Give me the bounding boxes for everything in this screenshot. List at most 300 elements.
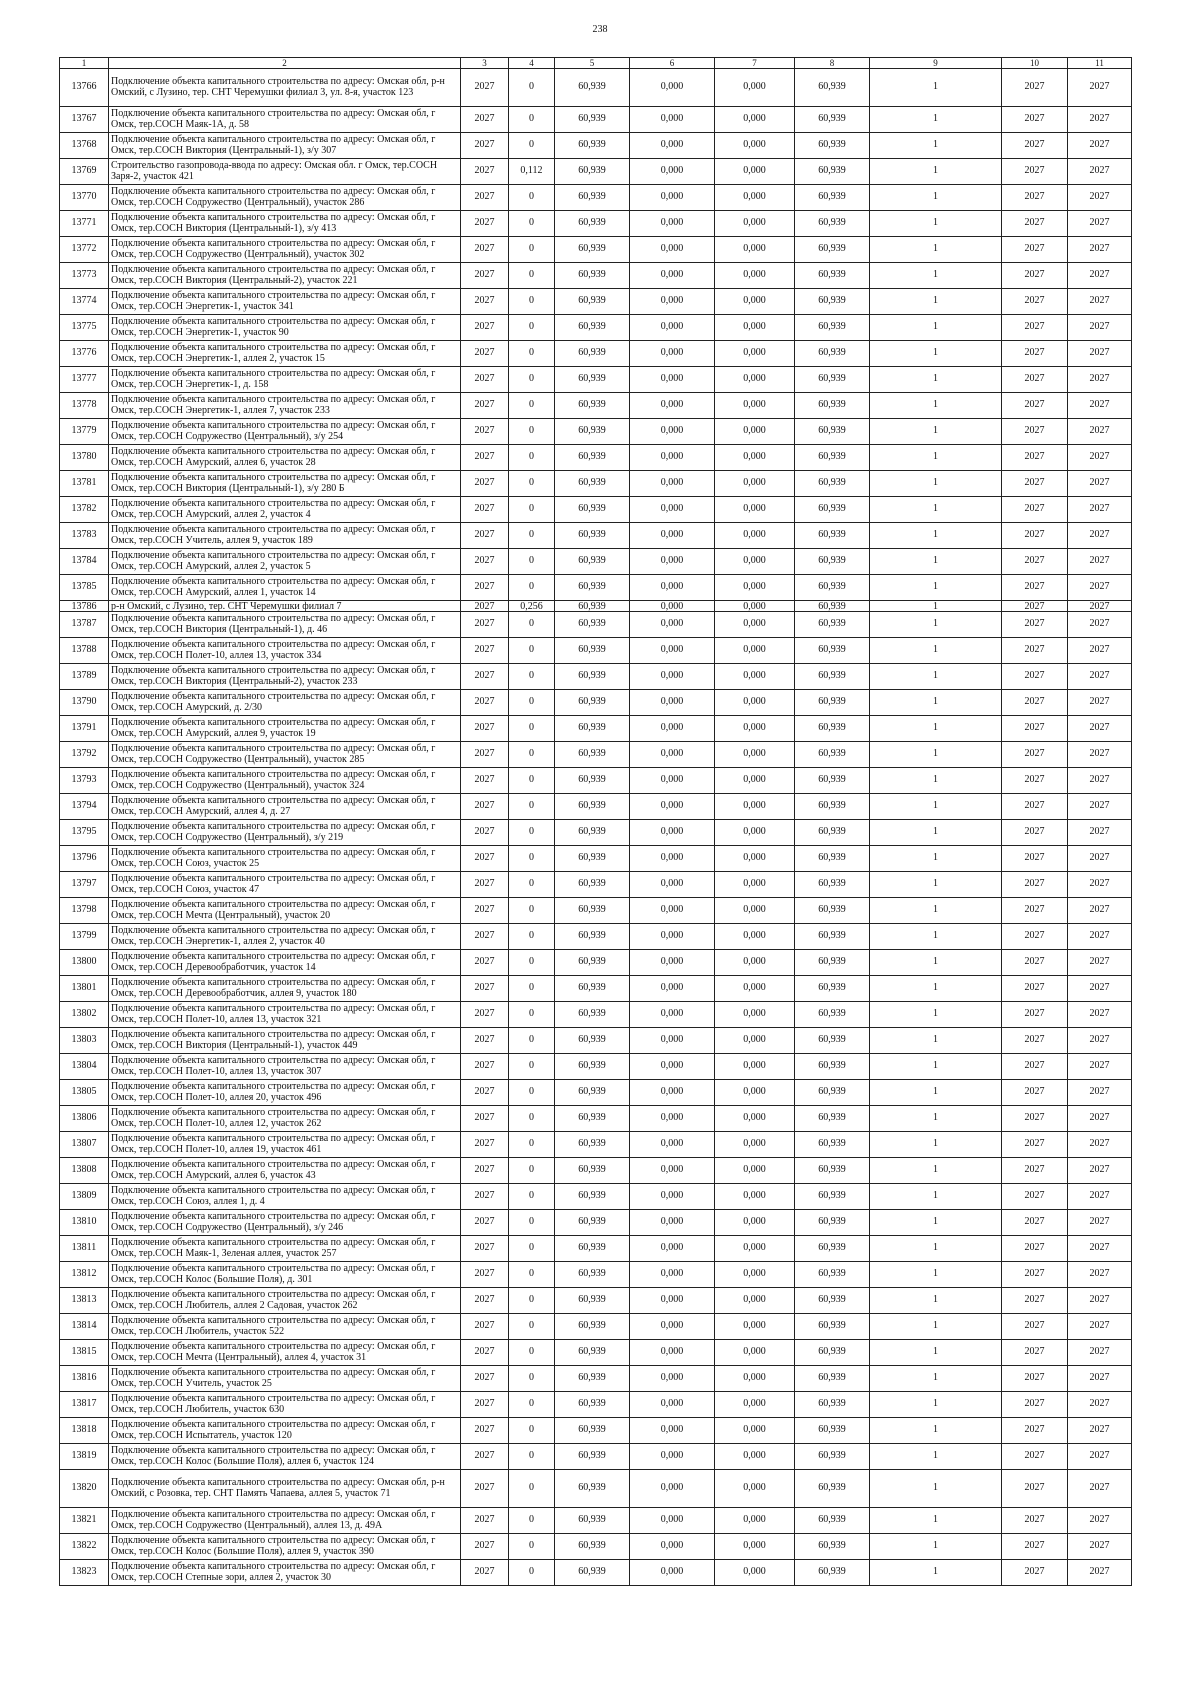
length-cell: 0 xyxy=(509,69,555,107)
start-year-cell: 2027 xyxy=(1002,575,1068,601)
value-cell: 0,000 xyxy=(630,1210,715,1236)
description-cell: Подключение объекта капитального строительства по адресу: Омская обл, г Омск, тер.СОСН Полет-10, аллея 20, участок 496 xyxy=(109,1080,461,1106)
value-cell: 0,000 xyxy=(715,1158,795,1184)
end-year-cell: 2027 xyxy=(1068,820,1132,846)
row-number-cell: 13817 xyxy=(60,1392,109,1418)
value-cell: 0,000 xyxy=(715,950,795,976)
start-year-cell: 2027 xyxy=(1002,497,1068,523)
length-cell: 0 xyxy=(509,872,555,898)
value-cell: 0,000 xyxy=(715,1366,795,1392)
end-year-cell: 2027 xyxy=(1068,549,1132,575)
value-cell: 0,000 xyxy=(715,690,795,716)
value-cell: 0,000 xyxy=(715,794,795,820)
row-number-cell: 13782 xyxy=(60,497,109,523)
description-cell: Подключение объекта капитального строительства по адресу: Омская обл, г Омск, тер.СОСН Учитель, участок 25 xyxy=(109,1366,461,1392)
start-year-cell: 2027 xyxy=(1002,716,1068,742)
table-body xyxy=(60,69,1132,1586)
value-cell: 60,939 xyxy=(795,1158,870,1184)
row-number-cell: 13794 xyxy=(60,794,109,820)
value-cell: 60,939 xyxy=(795,1028,870,1054)
start-year-cell: 2027 xyxy=(1002,742,1068,768)
row-number-cell: 13819 xyxy=(60,1444,109,1470)
value-cell: 0,000 xyxy=(630,133,715,159)
row-number-cell: 13775 xyxy=(60,315,109,341)
start-year-cell: 2027 xyxy=(1002,820,1068,846)
year-cell: 2027 xyxy=(461,976,509,1002)
row-number-cell: 13798 xyxy=(60,898,109,924)
value-cell: 60,939 xyxy=(795,664,870,690)
length-cell: 0 xyxy=(509,716,555,742)
length-cell: 0 xyxy=(509,638,555,664)
value-cell: 0,000 xyxy=(630,601,715,612)
end-year-cell: 2027 xyxy=(1068,1210,1132,1236)
length-cell: 0 xyxy=(509,549,555,575)
value-cell: 60,939 xyxy=(555,1002,630,1028)
row-number-cell: 13786 xyxy=(60,601,109,612)
length-cell: 0 xyxy=(509,1002,555,1028)
row-number-cell: 13807 xyxy=(60,1132,109,1158)
value-cell: 60,939 xyxy=(795,612,870,638)
start-year-cell: 2027 xyxy=(1002,549,1068,575)
end-year-cell: 2027 xyxy=(1068,159,1132,185)
start-year-cell: 2027 xyxy=(1002,924,1068,950)
length-cell: 0 xyxy=(509,1028,555,1054)
start-year-cell: 2027 xyxy=(1002,1470,1068,1508)
row-number-cell: 13769 xyxy=(60,159,109,185)
value-cell: 60,939 xyxy=(555,237,630,263)
start-year-cell: 2027 xyxy=(1002,1288,1068,1314)
end-year-cell: 2027 xyxy=(1068,1560,1132,1586)
value-cell: 0,000 xyxy=(715,1054,795,1080)
value-cell: 0,000 xyxy=(715,872,795,898)
value-cell: 60,939 xyxy=(795,1054,870,1080)
start-year-cell: 2027 xyxy=(1002,1366,1068,1392)
value-cell: 60,939 xyxy=(795,549,870,575)
value-cell: 0,000 xyxy=(715,445,795,471)
start-year-cell: 2027 xyxy=(1002,612,1068,638)
value-cell: 60,939 xyxy=(795,523,870,549)
row-number-cell: 13772 xyxy=(60,237,109,263)
table-row xyxy=(60,1262,1132,1288)
value-cell: 0,000 xyxy=(630,419,715,445)
row-number-cell: 13814 xyxy=(60,1314,109,1340)
start-year-cell: 2027 xyxy=(1002,846,1068,872)
description-cell: Подключение объекта капитального строительства по адресу: Омская обл, г Омск, тер.СОСН Деревообработчик, аллея 9, участок 180 xyxy=(109,976,461,1002)
value-cell: 0,000 xyxy=(630,1508,715,1534)
row-number-cell: 13800 xyxy=(60,950,109,976)
row-number-cell: 13774 xyxy=(60,289,109,315)
data-table-container xyxy=(59,57,1131,1586)
end-year-cell: 2027 xyxy=(1068,690,1132,716)
year-cell: 2027 xyxy=(461,315,509,341)
value-cell: 60,939 xyxy=(555,1080,630,1106)
count-cell: 1 xyxy=(870,1028,1002,1054)
end-year-cell: 2027 xyxy=(1068,1002,1132,1028)
table-row xyxy=(60,846,1132,872)
value-cell: 60,939 xyxy=(555,1392,630,1418)
value-cell: 60,939 xyxy=(795,289,870,315)
count-cell: 1 xyxy=(870,1444,1002,1470)
length-cell: 0 xyxy=(509,133,555,159)
row-number-cell: 13779 xyxy=(60,419,109,445)
value-cell: 0,000 xyxy=(715,1534,795,1560)
value-cell: 60,939 xyxy=(795,185,870,211)
end-year-cell: 2027 xyxy=(1068,1366,1132,1392)
year-cell: 2027 xyxy=(461,794,509,820)
count-cell: 1 xyxy=(870,1314,1002,1340)
length-cell: 0 xyxy=(509,1236,555,1262)
value-cell: 60,939 xyxy=(795,1262,870,1288)
count-cell: 1 xyxy=(870,846,1002,872)
year-cell: 2027 xyxy=(461,159,509,185)
year-cell: 2027 xyxy=(461,716,509,742)
count-cell: 1 xyxy=(870,1054,1002,1080)
value-cell: 60,939 xyxy=(555,1106,630,1132)
value-cell: 60,939 xyxy=(555,664,630,690)
year-cell: 2027 xyxy=(461,107,509,133)
value-cell: 0,000 xyxy=(715,1028,795,1054)
value-cell: 60,939 xyxy=(555,601,630,612)
table-row xyxy=(60,1470,1132,1508)
value-cell: 60,939 xyxy=(795,159,870,185)
year-cell: 2027 xyxy=(461,263,509,289)
value-cell: 0,000 xyxy=(630,872,715,898)
description-cell: Подключение объекта капитального строительства по адресу: Омская обл, г Омск, тер.СОСН Любитель, аллея 2 Садовая, участок 262 xyxy=(109,1288,461,1314)
value-cell: 60,939 xyxy=(555,1262,630,1288)
value-cell: 60,939 xyxy=(555,69,630,107)
year-cell: 2027 xyxy=(461,1080,509,1106)
length-cell: 0 xyxy=(509,211,555,237)
start-year-cell: 2027 xyxy=(1002,1340,1068,1366)
year-cell: 2027 xyxy=(461,1508,509,1534)
value-cell: 0,000 xyxy=(715,575,795,601)
end-year-cell: 2027 xyxy=(1068,601,1132,612)
value-cell: 60,939 xyxy=(795,1314,870,1340)
length-cell: 0 xyxy=(509,1158,555,1184)
value-cell: 0,000 xyxy=(630,549,715,575)
value-cell: 60,939 xyxy=(555,133,630,159)
year-cell: 2027 xyxy=(461,690,509,716)
value-cell: 0,000 xyxy=(715,263,795,289)
count-cell: 1 xyxy=(870,1210,1002,1236)
value-cell: 0,000 xyxy=(715,1080,795,1106)
end-year-cell: 2027 xyxy=(1068,1534,1132,1560)
end-year-cell: 2027 xyxy=(1068,950,1132,976)
count-cell: 1 xyxy=(870,1288,1002,1314)
value-cell: 60,939 xyxy=(795,1444,870,1470)
length-cell: 0 xyxy=(509,1184,555,1210)
end-year-cell: 2027 xyxy=(1068,315,1132,341)
length-cell: 0 xyxy=(509,898,555,924)
table-row xyxy=(60,664,1132,690)
value-cell: 60,939 xyxy=(555,950,630,976)
table-row xyxy=(60,1054,1132,1080)
row-number-cell: 13781 xyxy=(60,471,109,497)
count-cell: 1 xyxy=(870,924,1002,950)
count-cell: 1 xyxy=(870,1392,1002,1418)
description-cell: Подключение объекта капитального строительства по адресу: Омская обл, г Омск, тер.СОСН Содружество (Центральный), участок 302 xyxy=(109,237,461,263)
value-cell: 60,939 xyxy=(795,690,870,716)
end-year-cell: 2027 xyxy=(1068,1080,1132,1106)
end-year-cell: 2027 xyxy=(1068,367,1132,393)
start-year-cell: 2027 xyxy=(1002,872,1068,898)
start-year-cell: 2027 xyxy=(1002,664,1068,690)
value-cell: 0,000 xyxy=(715,393,795,419)
start-year-cell: 2027 xyxy=(1002,315,1068,341)
value-cell: 0,000 xyxy=(715,315,795,341)
start-year-cell: 2027 xyxy=(1002,1236,1068,1262)
count-cell: 1 xyxy=(870,742,1002,768)
count-cell: 1 xyxy=(870,211,1002,237)
end-year-cell: 2027 xyxy=(1068,846,1132,872)
value-cell: 0,000 xyxy=(715,768,795,794)
length-cell: 0 xyxy=(509,1560,555,1586)
end-year-cell: 2027 xyxy=(1068,1262,1132,1288)
end-year-cell: 2027 xyxy=(1068,612,1132,638)
description-cell: Подключение объекта капитального строительства по адресу: Омская обл, г Омск, тер.СОСН Амурский, аллея 6, участок 43 xyxy=(109,1158,461,1184)
row-number-cell: 13792 xyxy=(60,742,109,768)
end-year-cell: 2027 xyxy=(1068,1288,1132,1314)
value-cell: 0,000 xyxy=(630,846,715,872)
description-cell: Подключение объекта капитального строительства по адресу: Омская обл, г Омск, тер.СОСН Полет-10, аллея 13, участок 321 xyxy=(109,1002,461,1028)
description-cell: Подключение объекта капитального строительства по адресу: Омская обл, г Омск, тер.СОСН Любитель, участок 522 xyxy=(109,1314,461,1340)
description-cell: Подключение объекта капитального строительства по адресу: Омская обл, г Омск, тер.СОСН Энергетик-1, участок 341 xyxy=(109,289,461,315)
start-year-cell: 2027 xyxy=(1002,289,1068,315)
table-row xyxy=(60,976,1132,1002)
year-cell: 2027 xyxy=(461,742,509,768)
value-cell: 0,000 xyxy=(630,393,715,419)
description-cell: Подключение объекта капитального строительства по адресу: Омская обл, г Омск, тер.СОСН Деревообработчик, участок 14 xyxy=(109,950,461,976)
value-cell: 60,939 xyxy=(795,393,870,419)
value-cell: 60,939 xyxy=(795,1288,870,1314)
row-number-cell: 13797 xyxy=(60,872,109,898)
table-row xyxy=(60,523,1132,549)
row-number-cell: 13789 xyxy=(60,664,109,690)
start-year-cell: 2027 xyxy=(1002,1210,1068,1236)
row-number-cell: 13788 xyxy=(60,638,109,664)
value-cell: 0,000 xyxy=(630,638,715,664)
value-cell: 0,000 xyxy=(715,1288,795,1314)
year-cell: 2027 xyxy=(461,419,509,445)
table-row xyxy=(60,237,1132,263)
value-cell: 0,000 xyxy=(630,575,715,601)
start-year-cell: 2027 xyxy=(1002,341,1068,367)
year-cell: 2027 xyxy=(461,549,509,575)
table-row xyxy=(60,263,1132,289)
value-cell: 60,939 xyxy=(555,872,630,898)
value-cell: 0,000 xyxy=(630,523,715,549)
value-cell: 60,939 xyxy=(555,612,630,638)
table-row xyxy=(60,471,1132,497)
description-cell: Подключение объекта капитального строительства по адресу: Омская обл, г Омск, тер.СОСН Мечта (Центральный), аллея 4, участок 31 xyxy=(109,1340,461,1366)
value-cell: 60,939 xyxy=(795,419,870,445)
end-year-cell: 2027 xyxy=(1068,898,1132,924)
description-cell: Подключение объекта капитального строительства по адресу: Омская обл, г Омск, тер.СОСН Амурский, д. 2/30 xyxy=(109,690,461,716)
row-number-cell: 13790 xyxy=(60,690,109,716)
value-cell: 0,000 xyxy=(715,341,795,367)
count-cell: 1 xyxy=(870,1534,1002,1560)
value-cell: 60,939 xyxy=(795,950,870,976)
value-cell: 60,939 xyxy=(555,742,630,768)
row-number-cell: 13820 xyxy=(60,1470,109,1508)
description-cell: Подключение объекта капитального строительства по адресу: Омская обл, г Омск, тер.СОСН Содружество (Центральный), аллея 13, д. 49А xyxy=(109,1508,461,1534)
description-cell: Строительство газопровода-ввода по адресу: Омская обл. г Омск, тер.СОСН Заря-2, участок 421 xyxy=(109,159,461,185)
value-cell: 0,000 xyxy=(715,211,795,237)
length-cell: 0 xyxy=(509,1054,555,1080)
value-cell: 0,000 xyxy=(630,211,715,237)
description-cell: Подключение объекта капитального строительства по адресу: Омская обл, г Омск, тер.СОСН Энергетик-1, д. 158 xyxy=(109,367,461,393)
description-cell: Подключение объекта капитального строительства по адресу: Омская обл, г Омск, тер.СОСН Любитель, участок 630 xyxy=(109,1392,461,1418)
table-row xyxy=(60,1236,1132,1262)
value-cell: 60,939 xyxy=(795,1508,870,1534)
table-row xyxy=(60,768,1132,794)
description-cell: Подключение объекта капитального строительства по адресу: Омская обл, г Омск, тер.СОСН Полет-10, аллея 12, участок 262 xyxy=(109,1106,461,1132)
data-table xyxy=(59,57,1132,1586)
description-cell: Подключение объекта капитального строительства по адресу: Омская обл, г Омск, тер.СОСН Полет-10, аллея 19, участок 461 xyxy=(109,1132,461,1158)
column-header: 3 xyxy=(461,58,509,69)
value-cell: 0,000 xyxy=(715,716,795,742)
year-cell: 2027 xyxy=(461,445,509,471)
row-number-cell: 13823 xyxy=(60,1560,109,1586)
value-cell: 60,939 xyxy=(795,1340,870,1366)
length-cell: 0 xyxy=(509,924,555,950)
value-cell: 0,000 xyxy=(715,846,795,872)
table-row xyxy=(60,601,1132,612)
value-cell: 0,000 xyxy=(630,1534,715,1560)
value-cell: 0,000 xyxy=(630,1392,715,1418)
count-cell: 1 xyxy=(870,1470,1002,1508)
description-cell: Подключение объекта капитального строительства по адресу: Омская обл, г Омск, тер.СОСН Энергетик-1, аллея 2, участок 40 xyxy=(109,924,461,950)
value-cell: 0,000 xyxy=(630,820,715,846)
value-cell: 60,939 xyxy=(795,820,870,846)
value-cell: 0,000 xyxy=(715,1184,795,1210)
value-cell: 0,000 xyxy=(630,237,715,263)
description-cell: р-н Омский, с Лузино, тер. СНТ Черемушки филиал 7 xyxy=(109,601,461,612)
count-cell: 1 xyxy=(870,716,1002,742)
value-cell: 0,000 xyxy=(715,898,795,924)
table-row xyxy=(60,872,1132,898)
start-year-cell: 2027 xyxy=(1002,1392,1068,1418)
value-cell: 0,000 xyxy=(630,1028,715,1054)
value-cell: 0,000 xyxy=(715,664,795,690)
value-cell: 0,000 xyxy=(715,185,795,211)
table-row xyxy=(60,445,1132,471)
value-cell: 60,939 xyxy=(555,367,630,393)
value-cell: 0,000 xyxy=(630,1418,715,1444)
end-year-cell: 2027 xyxy=(1068,664,1132,690)
year-cell: 2027 xyxy=(461,471,509,497)
value-cell: 0,000 xyxy=(630,159,715,185)
value-cell: 0,000 xyxy=(630,263,715,289)
start-year-cell: 2027 xyxy=(1002,211,1068,237)
description-cell: Подключение объекта капитального строительства по адресу: Омская обл, г Омск, тер.СОСН Маяк-1А, д. 58 xyxy=(109,107,461,133)
end-year-cell: 2027 xyxy=(1068,471,1132,497)
value-cell: 60,939 xyxy=(795,898,870,924)
description-cell: Подключение объекта капитального строительства по адресу: Омская обл, г Омск, тер.СОСН Содружество (Центральный), з/у 254 xyxy=(109,419,461,445)
row-number-cell: 13770 xyxy=(60,185,109,211)
length-cell: 0 xyxy=(509,976,555,1002)
value-cell: 60,939 xyxy=(795,716,870,742)
length-cell: 0 xyxy=(509,950,555,976)
row-number-cell: 13806 xyxy=(60,1106,109,1132)
table-row xyxy=(60,159,1132,185)
description-cell: Подключение объекта капитального строительства по адресу: Омская обл, г Омск, тер.СОСН Колос (Большие Поля), аллея 9, участок 390 xyxy=(109,1534,461,1560)
year-cell: 2027 xyxy=(461,575,509,601)
column-number-row xyxy=(60,58,1132,69)
description-cell: Подключение объекта капитального строительства по адресу: Омская обл, г Омск, тер.СОСН Виктория (Центральный-1), участок 449 xyxy=(109,1028,461,1054)
start-year-cell: 2027 xyxy=(1002,976,1068,1002)
value-cell: 60,939 xyxy=(555,1418,630,1444)
table-row xyxy=(60,1028,1132,1054)
start-year-cell: 2027 xyxy=(1002,1560,1068,1586)
end-year-cell: 2027 xyxy=(1068,768,1132,794)
description-cell: Подключение объекта капитального строительства по адресу: Омская обл, г Омск, тер.СОСН Полет-10, аллея 13, участок 307 xyxy=(109,1054,461,1080)
year-cell: 2027 xyxy=(461,1444,509,1470)
value-cell: 0,000 xyxy=(715,1470,795,1508)
value-cell: 0,000 xyxy=(715,1002,795,1028)
value-cell: 60,939 xyxy=(795,107,870,133)
row-number-cell: 13766 xyxy=(60,69,109,107)
start-year-cell: 2027 xyxy=(1002,1054,1068,1080)
end-year-cell: 2027 xyxy=(1068,133,1132,159)
start-year-cell: 2027 xyxy=(1002,471,1068,497)
table-row xyxy=(60,1210,1132,1236)
length-cell: 0 xyxy=(509,289,555,315)
end-year-cell: 2027 xyxy=(1068,263,1132,289)
description-cell: Подключение объекта капитального строительства по адресу: Омская обл, г Омск, тер.СОСН Энергетик-1, аллея 2, участок 15 xyxy=(109,341,461,367)
count-cell: 1 xyxy=(870,601,1002,612)
year-cell: 2027 xyxy=(461,237,509,263)
row-number-cell: 13777 xyxy=(60,367,109,393)
start-year-cell: 2027 xyxy=(1002,237,1068,263)
value-cell: 0,000 xyxy=(630,1080,715,1106)
start-year-cell: 2027 xyxy=(1002,185,1068,211)
value-cell: 60,939 xyxy=(795,1080,870,1106)
value-cell: 60,939 xyxy=(555,549,630,575)
count-cell: 1 xyxy=(870,976,1002,1002)
end-year-cell: 2027 xyxy=(1068,1054,1132,1080)
start-year-cell: 2027 xyxy=(1002,107,1068,133)
count-cell: 1 xyxy=(870,1132,1002,1158)
value-cell: 60,939 xyxy=(555,794,630,820)
value-cell: 60,939 xyxy=(555,159,630,185)
start-year-cell: 2027 xyxy=(1002,1314,1068,1340)
length-cell: 0 xyxy=(509,1262,555,1288)
description-cell: Подключение объекта капитального строительства по адресу: Омская обл, г Омск, тер.СОСН Содружество (Центральный), участок 285 xyxy=(109,742,461,768)
value-cell: 0,000 xyxy=(715,1560,795,1586)
end-year-cell: 2027 xyxy=(1068,575,1132,601)
end-year-cell: 2027 xyxy=(1068,638,1132,664)
length-cell: 0 xyxy=(509,1444,555,1470)
end-year-cell: 2027 xyxy=(1068,1418,1132,1444)
value-cell: 60,939 xyxy=(795,237,870,263)
year-cell: 2027 xyxy=(461,1314,509,1340)
column-header: 7 xyxy=(715,58,795,69)
start-year-cell: 2027 xyxy=(1002,898,1068,924)
table-row xyxy=(60,1106,1132,1132)
count-cell: 1 xyxy=(870,1080,1002,1106)
value-cell: 0,000 xyxy=(630,742,715,768)
value-cell: 60,939 xyxy=(555,638,630,664)
table-row xyxy=(60,341,1132,367)
value-cell: 60,939 xyxy=(795,211,870,237)
value-cell: 60,939 xyxy=(795,1418,870,1444)
column-header: 10 xyxy=(1002,58,1068,69)
value-cell: 60,939 xyxy=(555,768,630,794)
table-row xyxy=(60,1132,1132,1158)
end-year-cell: 2027 xyxy=(1068,1470,1132,1508)
row-number-cell: 13784 xyxy=(60,549,109,575)
